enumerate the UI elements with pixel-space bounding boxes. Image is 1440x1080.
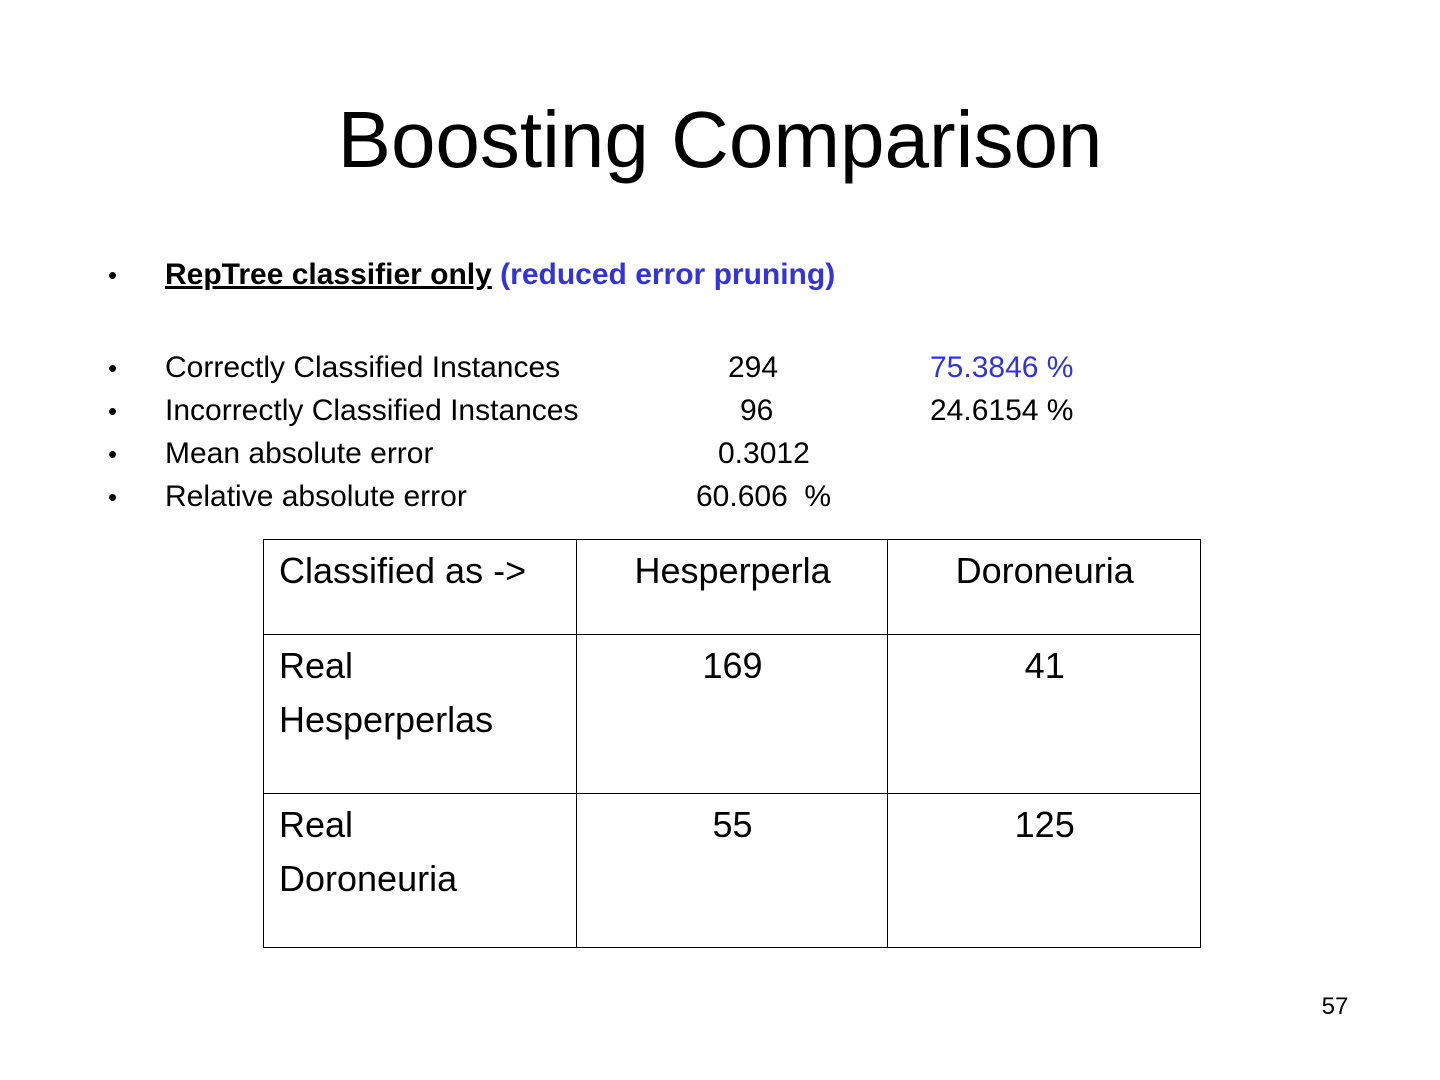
table-cell: 169: [576, 635, 888, 794]
table-row: [264, 794, 1201, 948]
stat-label: Correctly Classified Instances: [165, 351, 561, 384]
stat-label: Incorrectly Classified Instances: [165, 394, 579, 427]
table-header-row: [264, 540, 1201, 635]
table-header-cell: Doroneuria: [888, 540, 1201, 635]
confusion-matrix-table: [263, 539, 1201, 948]
classifier-name: RepTree classifier only: [165, 258, 492, 291]
slide-title: Boosting Comparison: [337, 95, 1103, 184]
row-label-line: Doroneuria: [279, 858, 458, 899]
bullet-marker: •: [108, 439, 118, 469]
stat-percent: 75.3846 %: [930, 351, 1074, 384]
row-label-cell: [264, 794, 577, 948]
bullet-marker: •: [108, 396, 118, 426]
stat-value: 96: [740, 394, 774, 427]
row-label-cell: [264, 635, 577, 794]
bullet-marker: •: [108, 482, 118, 512]
stat-label: Mean absolute error: [165, 437, 434, 470]
stat-value: 60.606 %: [696, 480, 832, 513]
heading-bullet-text: [165, 255, 835, 295]
table-row: [264, 635, 1201, 794]
stat-percent: 24.6154 %: [930, 394, 1074, 427]
bullet-marker: •: [108, 260, 118, 290]
row-label-line: Hesperperlas: [279, 699, 494, 740]
row-label-line: Real: [279, 645, 354, 686]
table-header-cell: Classified as ->: [264, 540, 577, 635]
classifier-note: (reduced error pruning): [500, 258, 836, 291]
stat-value: 0.3012: [718, 437, 810, 470]
row-label-line: Real: [279, 804, 354, 845]
bullet-marker: •: [108, 353, 118, 383]
table-cell: 41: [888, 635, 1201, 794]
page-number: 57: [1321, 993, 1349, 1020]
stat-value: 294: [728, 351, 779, 384]
table-cell: 125: [888, 794, 1201, 948]
table-cell: 55: [576, 794, 888, 948]
stat-label: Relative absolute error: [165, 480, 467, 513]
table-header-cell: Hesperperla: [576, 540, 888, 635]
